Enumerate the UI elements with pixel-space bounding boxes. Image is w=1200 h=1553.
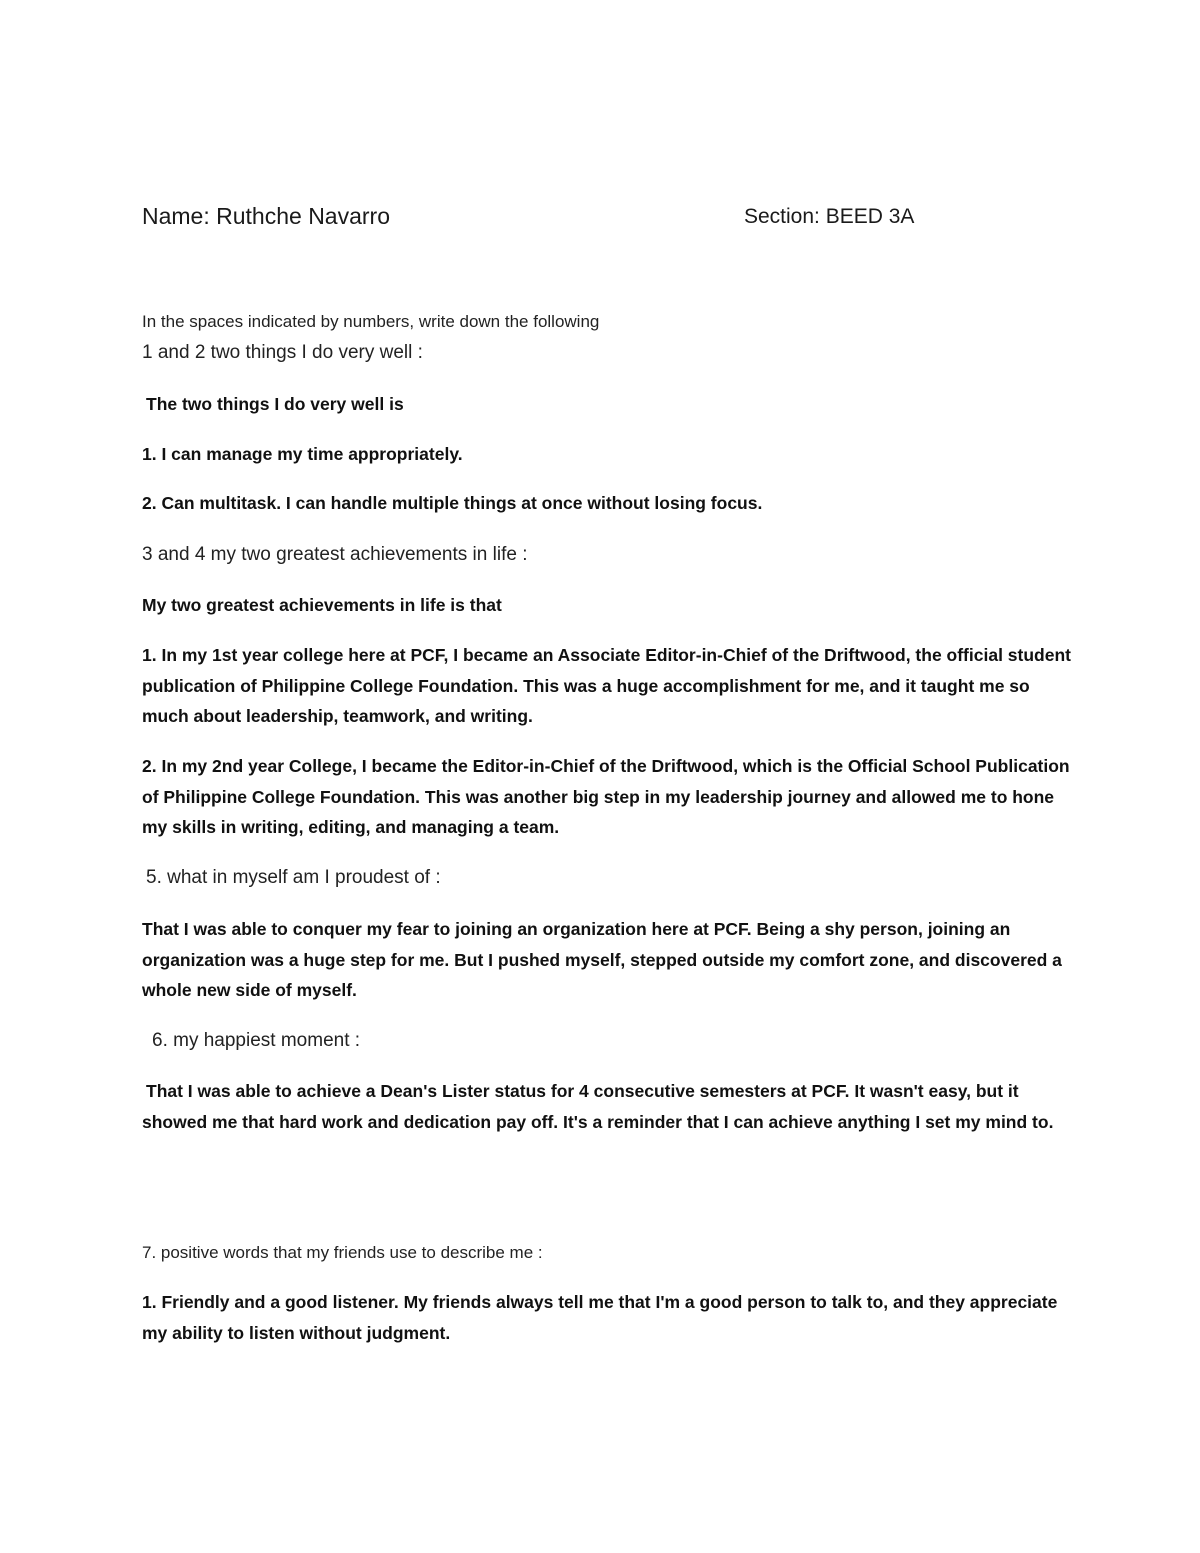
answer-5: That I was able to conquer my fear to joining an organization here at PCF. Being a shy person, joining an organization was a huge step for me. But I pushed myself, stepped outside my comfort zone, and discovered a whole new side of myself. — [142, 919, 1062, 1000]
answer-6: That I was able to achieve a Dean's Lister status for 4 consecutive semesters at PCF. It wasn't easy, but it showed me that hard work and dedication pay off. It's a reminder that I can achieve anything I set my mind to. — [142, 1081, 1054, 1132]
answer-1-2-item-1: 1. I can manage my time appropriately. — [142, 444, 463, 464]
prompt-3-4: 3 and 4 my two greatest achievements in life : — [142, 544, 528, 565]
student-section: Section: BEED 3A — [744, 205, 915, 228]
answer-7-item-1: 1. Friendly and a good listener. My friends always tell me that I'm a good person to talk to, and they appreciate my ability to listen without judgment. — [142, 1292, 1058, 1343]
prompt-5: 5. what in myself am I proudest of : — [146, 867, 441, 888]
answer-3-4-item-1: 1. In my 1st year college here at PCF, I became an Associate Editor-in-Chief of the Driftwood, the official student publication of Philippine College Foundation. This was a huge accomplishment for me, and it taught me so much about leadership, teamwork, and writing. — [142, 645, 1071, 726]
instructions-text: In the spaces indicated by numbers, write down the following — [142, 312, 600, 331]
prompt-6: 6. my happiest moment : — [152, 1030, 361, 1051]
student-name: Name: Ruthche Navarro — [142, 203, 390, 229]
answer-3-4-item-2: 2. In my 2nd year College, I became the Editor-in-Chief of the Driftwood, which is the Official School Publication of Philippine College Foundation. This was another big step in my leadership journey and allowed me to hone my skills in writing, editing, and managing a team. — [142, 756, 1070, 837]
answer-1-2-intro: The two things I do very well is — [146, 394, 404, 414]
prompt-7: 7. positive words that my friends use to describe me : — [142, 1243, 543, 1262]
answer-1-2-item-2: 2. Can multitask. I can handle multiple things at once without losing focus. — [142, 493, 763, 513]
answer-3-4-intro: My two greatest achievements in life is that — [142, 595, 502, 615]
prompt-1-2: 1 and 2 two things I do very well : — [142, 342, 423, 363]
